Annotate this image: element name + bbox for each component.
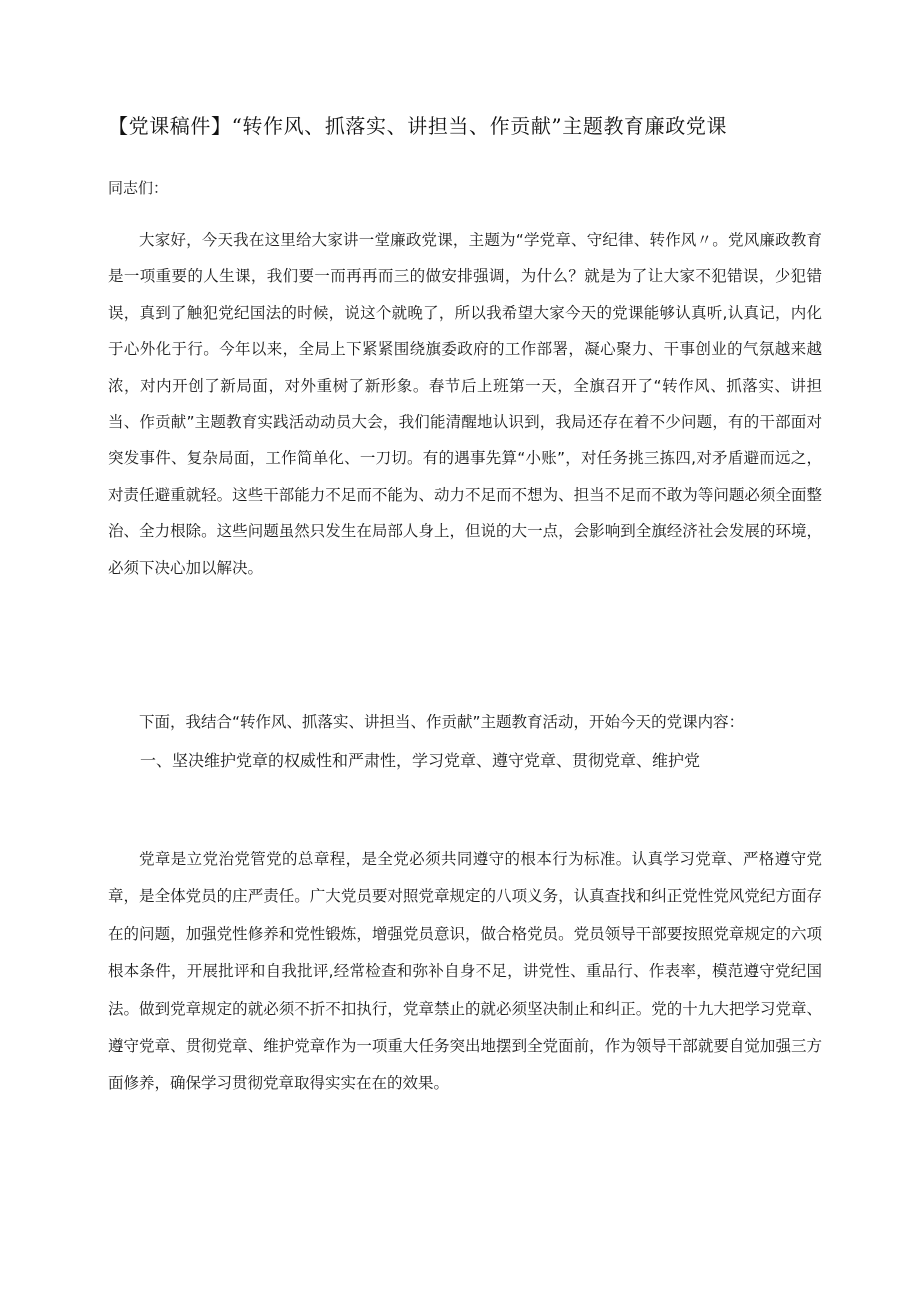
section-heading-1: 一、坚决维护党章的权威性和严肃性，学习党章、遵守党章、贯彻党章、维护党 [140,751,701,770]
document-title: 【党课稿件】“转作风、抓落实、讲担当、作贡献”主题教育廉政党课 [108,114,728,138]
paragraph-intro: 大家好，今天我在这里给大家讲一堂廉政党课，主题为“学党章、守纪律、转作风〃。党风廉政教育是一项重要的人生课，我们要一而再再而三的做安排强调，为什么？就是为了让大家不犯错误，少犯错误，真到了触犯党纪国法的时候，说这个就晚了，所以我希望大家今天的党课能够认真听,认真记，内化于心外化于行。今年以来，全局上下紧紧围绕旗委政府的工作部署，凝心聚力、干事创业的气氛越来越浓，对内开创了新局面，对外重树了新形象。春节后上班第一天，全旗召开了“转作风、抓落实、讲担当、作贡献”主题教育实践活动动员大会，我们能清醒地认识到，我局还存在着不少问题，有的干部面对突发事件、复杂局面，工作简单化、一刀切。有的遇事先算“小账”，对任务挑三拣四,对矛盾避而远之，对责任避重就轻。这些干部能力不足而不能为、动力不足而不想为、担当不足而不敢为等问题必须全面整治、全力根除。这些问题虽然只发生在局部人身上，但说的大一点，会影响到全旗经济社会发展的环境，必须下决心加以解决。 [108,231,822,577]
paragraph-transition: 下面，我结合“转作风、抓落实、讲担当、作贡献”主题教育活动，开始今天的党课内容： [139,713,745,731]
paragraph-party-constitution: 党章是立党治党管党的总章程，是全党必须共同遵守的根本行为标准。认真学习党章、严格遵守党章，是全体党员的庄严责任。广大党员要对照党章规定的八项义务，认真查找和纠正党性党风党纪方面存在的问题，加强党性修养和党性锻炼，增强党员意识，做合格党员。党员领导干部要按照党章规定的六项根本条件，开展批评和自我批评,经常检查和弥补自身不足，讲党性、重品行、作表率，模范遵守党纪国法。做到党章规定的就必须不折不扣执行，党章禁止的就必须坚决制止和纠正。党的十九大把学习党章、遵守党章、贯彻党章、维护党章作为一项重大任务突出地摆到全党面前，作为领导干部就要自觉加强三方面修养，确保学习贯彻党章取得实实在在的效果。 [108,850,822,1093]
salutation: 同志们： [108,179,169,197]
